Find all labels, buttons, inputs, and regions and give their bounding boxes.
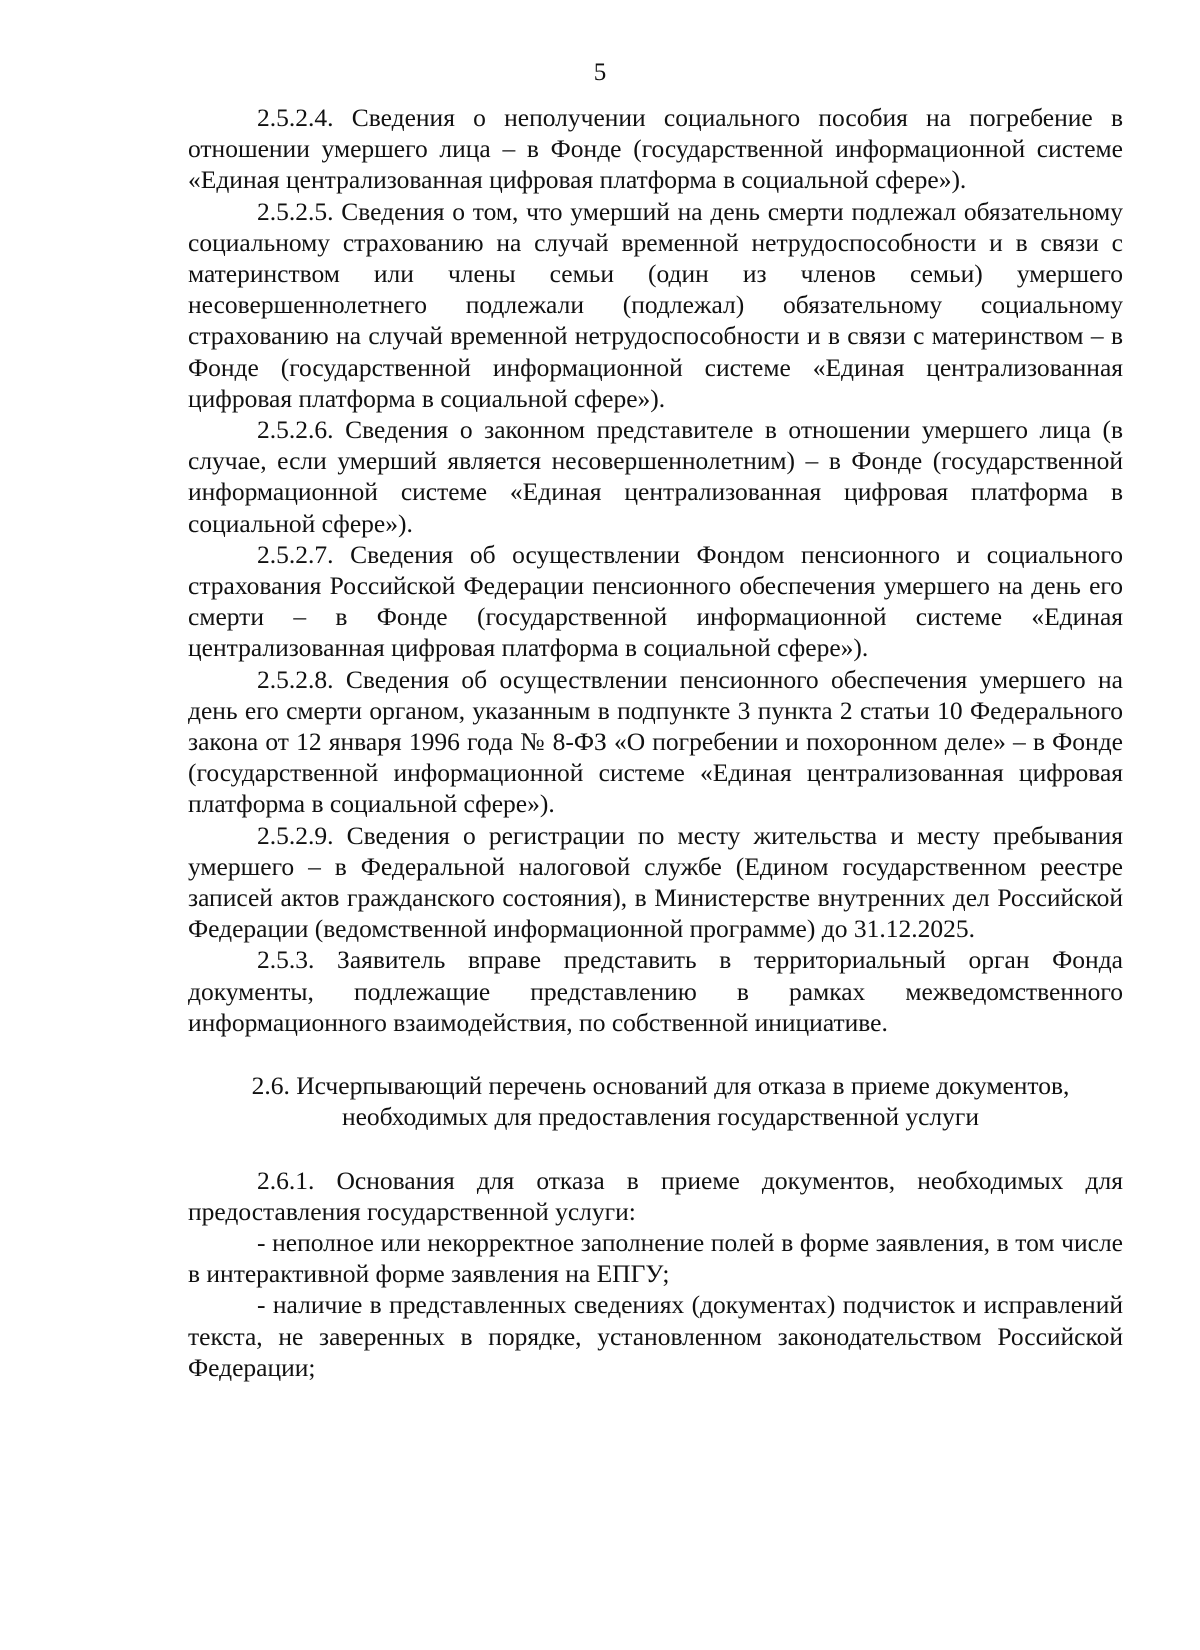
section-heading-2-6 [188, 1070, 1123, 1132]
paragraph-2-5-2-8: 2.5.2.8. Сведения об осуществлении пенсионного обеспечения умершего на день его смерти органом, указанным в подпункте 3 пункта 2 статьи 10 Федерального закона от 12 января 1996 года № 8-ФЗ «О погребении и похоронном деле» – в Фонде (государственной информационной системе «Единая централизованная цифровая платформа в социальной сфере»). [188, 664, 1123, 819]
paragraph-2-5-3: 2.5.3. Заявитель вправе представить в территориальный орган Фонда документы, подлежащие представлению в рамках межведомственного информационного взаимодействия, по собственной инициативе. [188, 945, 1123, 1037]
paragraph-2-5-2-7: 2.5.2.7. Сведения об осуществлении Фондом пенсионного и социального страхования Российской Федерации пенсионного обеспечения умершего на день его смерти – в Фонде (государственной информационной системе «Единая централизованная цифровая платформа в социальной сфере»). [188, 539, 1123, 663]
section-heading-line-2: необходимых для предоставления государственной услуги [341, 1102, 980, 1132]
section-heading-line-1: 2.6. Исчерпывающий перечень оснований для отказа в приеме документов, [251, 1071, 1070, 1101]
paragraph-2-5-2-5: 2.5.2.5. Сведения о том, что умерший на день смерти подлежал обязательному социальному страхованию на случай временной нетрудоспособности и в связи с материнством или члены семьи (один из членов семьи) умершего несовершеннолетнего подлежали (подлежал) обязательному социальному страхованию на случай временной нетрудоспособности и в связи с материнством – в Фонде (государственной информационной системе «Единая централизованная цифровая платформа в социальной сфере»). [188, 196, 1123, 413]
page-number: 5 [593, 59, 607, 86]
list-item: - наличие в представленных сведениях (документах) подчисток и исправлений текста, не заверенных в порядке, установленном законодательством Российской Федерации; [188, 1290, 1123, 1382]
paragraph-2-6-1: 2.6.1. Основания для отказа в приеме документов, необходимых для предоставления государственной услуги: [188, 1165, 1123, 1226]
list-item: - неполное или некорректное заполнение полей в форме заявления, в том числе в интерактивной форме заявления на ЕПГУ; [188, 1227, 1123, 1289]
paragraph-2-5-2-9: 2.5.2.9. Сведения о регистрации по месту жительства и месту пребывания умершего – в Федеральной налоговой службе (Едином государственном реестре записей актов гражданского состояния), в Министерстве внутренних дел Российской Федерации (ведомственной информационной программе) до 31.12.2025. [188, 820, 1123, 944]
document-body [188, 102, 1123, 1383]
paragraph-2-5-2-6: 2.5.2.6. Сведения о законном представителе в отношении умершего лица (в случае, если умерший является несовершеннолетним) – в Фонде (государственной информационной системе «Единая централизованная цифровая платформа в социальной сфере»). [188, 415, 1123, 538]
paragraph-2-5-2-4: 2.5.2.4. Сведения о неполучении социального пособия на погребение в отношении умершего лица – в Фонде (государственной информационной системе «Единая централизованная цифровая платформа в социальной сфере»). [188, 103, 1123, 195]
